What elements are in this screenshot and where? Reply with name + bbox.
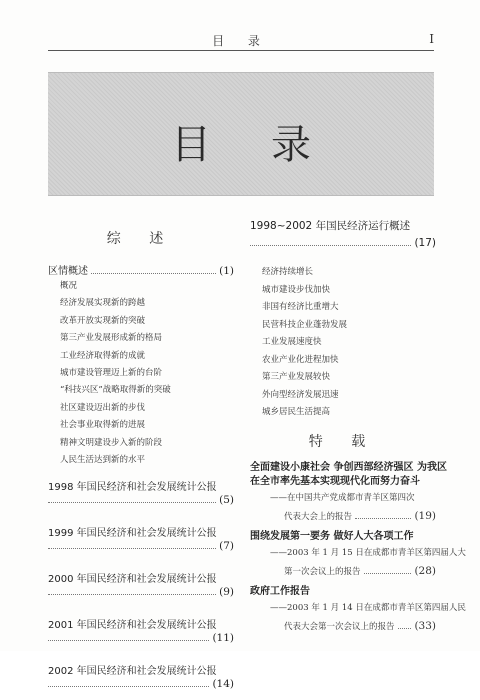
report-page: (5) — [219, 494, 234, 507]
section-heading-overview: 综 述 — [106, 231, 176, 247]
report-title[interactable]: 2002 年国民经济和社会发展统计公报 — [48, 666, 217, 678]
report-page-line — [48, 678, 234, 700]
toc-subentry[interactable]: 工业发展速度快 — [262, 337, 322, 347]
toc-subentry[interactable]: 社会事业取得新的进展 — [60, 420, 146, 431]
toc-subentry[interactable]: 农业产业化进程加快 — [262, 354, 339, 365]
feature-note: 代表大会第一次会议上的报告 — [284, 621, 395, 632]
toc-subentry[interactable]: 改革开放实现新的突破 — [60, 315, 146, 326]
feature-title: 围绕发展第一要务 做好人大各项工作 — [250, 530, 414, 542]
report-page-line — [48, 494, 234, 516]
report-page: (9) — [219, 586, 234, 599]
dot-leader — [398, 628, 412, 629]
report-title[interactable]: 2001 年国民经济和社会发展统计公报 — [48, 620, 217, 632]
dot-leader — [48, 686, 209, 687]
feature-page: (19) — [414, 509, 436, 522]
toc-subentry[interactable]: 人民生活达到新的水平 — [60, 454, 146, 465]
right-column — [250, 212, 466, 636]
feature-note: 代表大会上的报告 — [284, 511, 353, 522]
toc-subentry[interactable]: 概况 — [60, 281, 78, 291]
toc-subentry[interactable]: 精神文明建设步入新的阶段 — [60, 437, 163, 448]
feature-page: (28) — [414, 564, 436, 577]
economy-subentries — [250, 265, 436, 423]
page-number: I — [429, 32, 434, 46]
toc-subentry[interactable]: 外向型经济发展迅速 — [262, 389, 339, 400]
feature-title: 在全市率先基本实现现代化而努力奋斗 — [250, 475, 420, 487]
contents-title: 目录 — [171, 122, 371, 168]
dot-leader — [250, 245, 411, 246]
dot-leader — [91, 273, 216, 274]
report-page-line — [48, 632, 234, 654]
toc-entry[interactable] — [48, 262, 234, 279]
toc-subentry[interactable]: 城乡居民生活提高 — [262, 407, 331, 417]
feature-page: (33) — [414, 619, 436, 632]
report-page: (11) — [212, 632, 234, 645]
toc-subentry[interactable]: 城市建设步伐加快 — [262, 284, 331, 295]
feature-entry[interactable] — [250, 461, 447, 526]
dot-leader — [48, 502, 216, 503]
dot-leader — [48, 594, 216, 595]
section-heading-special: 特 载 — [308, 433, 378, 450]
report-title[interactable]: 1998 年国民经济和社会发展统计公报 — [48, 482, 217, 494]
report-page: (14) — [212, 678, 234, 691]
toc-subentry[interactable]: 非国有经济比重增大 — [262, 302, 339, 312]
toc-subentry[interactable]: 社区建设迈出新的步伐 — [60, 402, 146, 413]
overview-subentries — [48, 279, 234, 470]
feature-note-page-line — [250, 617, 436, 636]
toc-subentry[interactable]: 城市建设管理迈上新的台阶 — [60, 367, 163, 378]
report-title[interactable]: 2000 年国民经济和社会发展统计公报 — [48, 574, 217, 586]
feature-entry[interactable] — [250, 530, 466, 581]
feature-note: ——2003 年 1 月 15 日在成都市青羊区第四届人大 — [270, 547, 466, 558]
statistics-reports — [48, 478, 234, 700]
toc-subentry[interactable]: 第三产业发展形成新的格局 — [60, 333, 163, 344]
toc-entry-economy-review[interactable] — [250, 218, 436, 257]
running-header-title: 目 录 — [212, 34, 270, 48]
report-title[interactable]: 1999 年国民经济和社会发展统计公报 — [48, 528, 217, 540]
toc-entry-label: 1998~2002 年国民经济运行概述 — [250, 220, 411, 232]
toc-subentry[interactable]: 民营科技企业蓬勃发展 — [262, 319, 348, 330]
report-page-line — [48, 540, 234, 562]
toc-subentry[interactable]: 第三产业发展较快 — [262, 372, 331, 382]
report-page-line — [48, 586, 234, 608]
report-page: (7) — [219, 540, 234, 553]
toc-subentry[interactable]: 工业经济取得新的成就 — [60, 350, 146, 361]
toc-entry-page: (17) — [414, 237, 436, 249]
feature-title: 政府工作报告 — [250, 585, 310, 597]
dot-leader — [355, 518, 411, 519]
feature-note-page-line — [250, 562, 436, 581]
toc-entry-page: (1) — [219, 265, 234, 277]
toc-entry-page-line — [250, 237, 436, 257]
toc-subentry[interactable]: “科技兴区”战略取得新的突破 — [60, 385, 171, 396]
toc-subentry[interactable]: 经济持续增长 — [262, 267, 314, 277]
feature-entry[interactable] — [250, 585, 466, 636]
running-header — [48, 32, 434, 50]
dot-leader — [48, 640, 209, 641]
feature-note: ——2003 年 1 月 14 日在成都市青羊区第四届人民 — [270, 602, 466, 613]
feature-note: 第一次会议上的报告 — [284, 566, 361, 577]
feature-title: 全面建设小康社会 争创西部经济强区 为我区 — [250, 461, 447, 473]
toc-subentry[interactable]: 经济发展实现新的跨越 — [60, 298, 146, 309]
feature-note: ——在中国共产党成都市青羊区第四次 — [270, 492, 415, 503]
left-column — [48, 212, 234, 700]
toc-entry-label: 区情概述 — [48, 266, 88, 277]
feature-note-page-line — [250, 507, 436, 526]
header-rule — [48, 50, 434, 51]
dot-leader — [364, 573, 412, 574]
title-band — [48, 72, 434, 196]
dot-leader — [48, 548, 216, 549]
